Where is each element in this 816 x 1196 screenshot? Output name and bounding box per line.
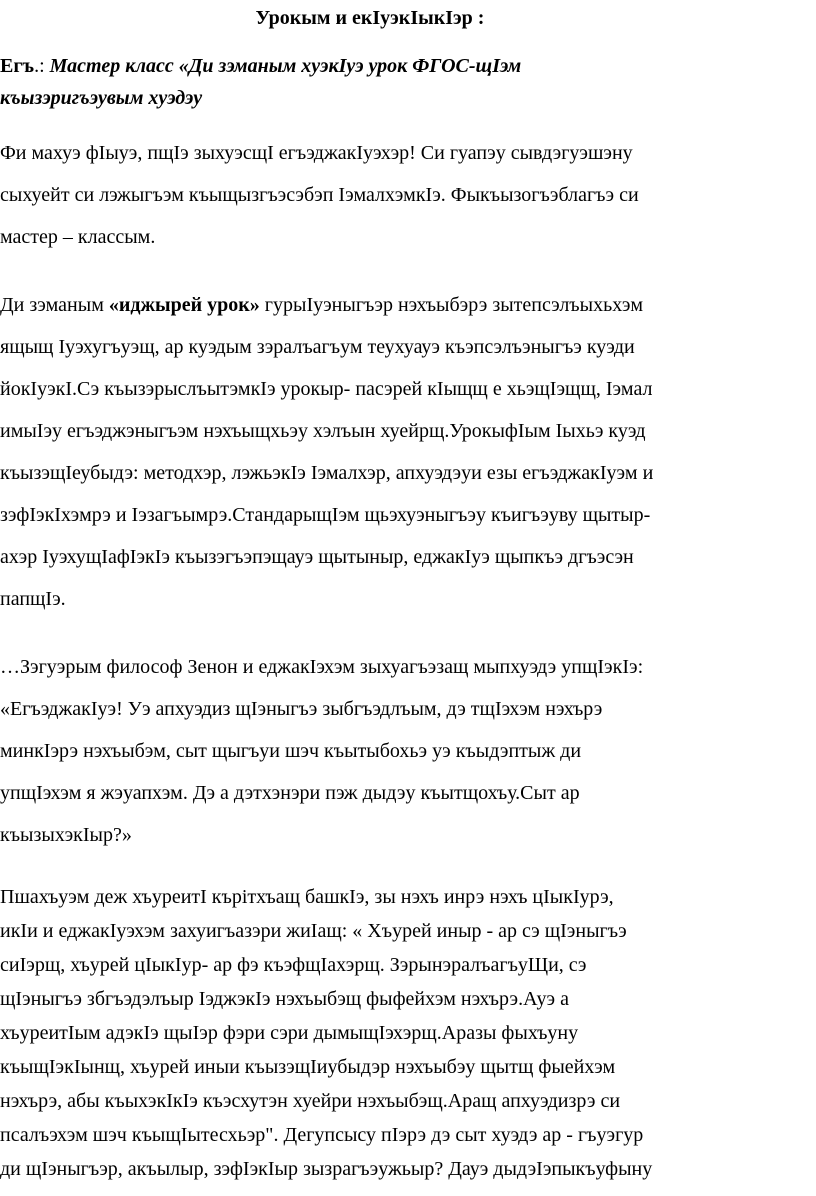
paragraph-line: …Зэгуэрым философ Зенон и еджакIэхэм зыхуагъэзащ мыпхуэдэ упщIэкIэ: bbox=[0, 656, 644, 678]
lesson-topic bbox=[0, 50, 800, 114]
page-title: Урокым и екIуэкIыкIэр : bbox=[255, 7, 485, 29]
paragraph-line: хъуреитIым адэкIэ щыIэр фэри сэри дымыщIэхэрщ.Аразы фыхъуну bbox=[0, 1022, 579, 1044]
paragraph-line: мастер – классым. bbox=[0, 226, 156, 248]
topic-label: Егъ bbox=[0, 55, 35, 77]
paragraph-line: ди щIэныгъэр, акъылыр, зэфIэкIыр зызрагъэужьыр? Дауэ дыдэIэпыкъуфыну bbox=[0, 1158, 653, 1180]
paragraph-line: нэхърэ, абы къыхэкIкIэ къэсхутэн хуейри нэхъыбэщ.Аращ апхуэдизрэ си bbox=[0, 1090, 621, 1112]
topic-text-2: къызэригъэувым хуэдэу bbox=[0, 87, 203, 109]
paragraph-line: папщIэ. bbox=[0, 588, 66, 610]
paragraph-line: псалъэхэм шэч къыщIытесхьэр". Дегупсысу пIэрэ дэ сыт хуэдэ ар - гъуэгур bbox=[0, 1124, 644, 1146]
paragraph-line: Фи махуэ фIыуэ, пщIэ зыхуэсщI егъэджакIуэхэр! Си гуапэу сывдэгуэшэну bbox=[0, 142, 633, 164]
paragraph-line: зэфIэкIхэмрэ и Iэзагъымрэ.СтандарыщIэм щьэхуэныгъэу къигъэуву щытыр- bbox=[0, 504, 651, 526]
paragraph-line: ахэр IуэхущIафIэкIэ къызэгъэпэщауэ щытыныр, еджакIуэ щыпкъэ дгъэсэн bbox=[0, 546, 634, 568]
paragraph-line: щIэныгъэ збгъэдэлъыр IэджэкIэ нэхъыбэщ фыфейхэм нэхърэ.Ауэ а bbox=[0, 988, 569, 1010]
topic-separator: .: bbox=[34, 55, 50, 77]
paragraph-line: минкIэрэ нэхъыбэм, сыт щыгъуи шэч къытыбохьэ уэ къыдэптыж ди bbox=[0, 740, 582, 762]
paragraph-zeno bbox=[0, 646, 806, 856]
paragraph-line: упщIэхэм я жэуапхэм. Дэ а дэтхэнэри пэж дыдэу къытщохъу.Сыт ар bbox=[0, 782, 580, 804]
paragraph-line: къызыхэкIыр?» bbox=[0, 824, 132, 846]
paragraph-line: ящыщ Iуэхугъуэщ, ар куэдым зэралъагъум теухуауэ къэпсэлъэныгъэ куэди bbox=[0, 336, 635, 358]
paragraph-line: сыхуейт си лэжыгъэм къыщызгъэсэбэп IэмалхэмкIэ. Фыкъызогъэблагъэ си bbox=[0, 184, 639, 206]
paragraph-line bbox=[0, 284, 806, 326]
paragraph-line: «ЕгъэджакIуэ! Уэ апхуэдиз щIэныгъэ зыбгъэдлъым, дэ тщIэхэм нэхърэ bbox=[0, 698, 603, 720]
topic-line-1 bbox=[0, 50, 800, 82]
emphasis-text: «иджырей урок» bbox=[108, 294, 260, 316]
paragraph-line: икIи и еджакIуэхэм захуигъазэри жиIащ: « Хъурей иныр - ар сэ щIэныгъэ bbox=[0, 920, 627, 942]
paragraph-line: Пшахъуэм деж хъуреитI кърітхъащ башкIэ, зы нэхъ инрэ нэхъ цIыкIурэ, bbox=[0, 886, 614, 908]
paragraph-modern-lesson bbox=[0, 284, 806, 620]
paragraph-line: сиIэрщ, хъурей цIыкIур- ар фэ къэфщIахэрщ. ЗэрынэралъагъуЩи, сэ bbox=[0, 954, 587, 976]
paragraph-greeting bbox=[0, 132, 806, 258]
paragraph-circles bbox=[0, 880, 806, 1186]
topic-text-1: Мастер класс «Ди зэманым хуэкIуэ урок ФГОС-щIэм bbox=[49, 55, 522, 77]
paragraph-line: къыщIэкIынщ, хъурей иныи къызэщIиубыдэр нэхъыбэу щытщ фыейхэм bbox=[0, 1056, 616, 1078]
paragraph-line: имыIэу егъэджэныгъэм нэхъыщхьэу хэлъын хуейрщ.УрокыфIым Iыхьэ куэд bbox=[0, 420, 646, 442]
paragraph-line: къызэщIеубыдэ: методхэр, лэжьэкIэ Iэмалхэр, апхуэдэуи езы егъэджакIуэм и bbox=[0, 462, 654, 484]
line-text: гурыIуэныгъэр нэхъыбэрэ зытепсэлъыхьхэм bbox=[259, 294, 643, 316]
line-text: Ди зэманым bbox=[0, 294, 109, 316]
paragraph-line: йокIуэкI.Сэ къызэрыслъытэмкIэ урокыр- пасэрей кIыщщ е хьэщIэщщ, Iэмал bbox=[0, 378, 653, 400]
